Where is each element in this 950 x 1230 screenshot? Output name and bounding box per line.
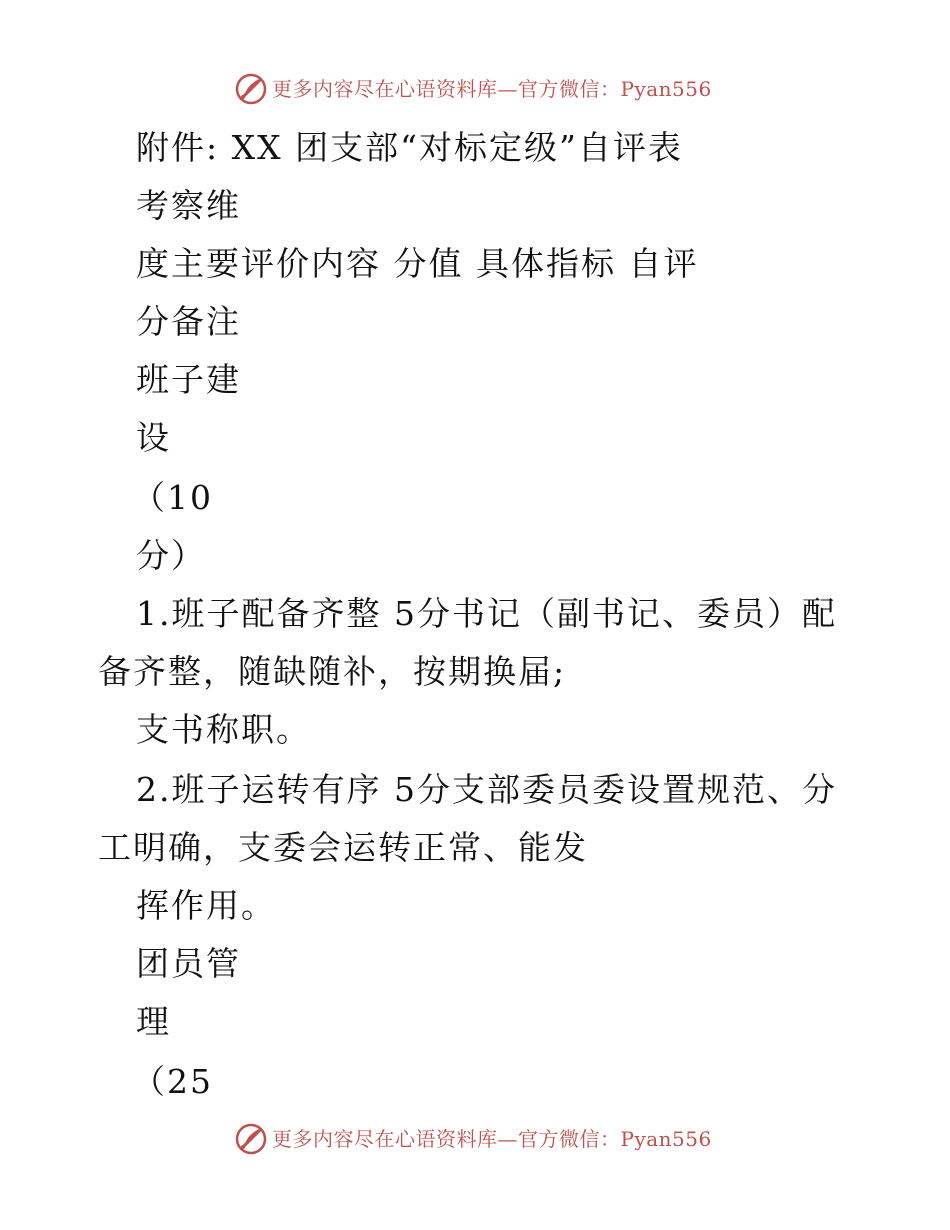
header-banner [0,70,950,110]
text-line: 2.班子运转有序 5分支部委员委设置规范、分 [136,770,837,809]
text-line: 工明确，支委会运转正常、能发 [98,828,588,867]
text-line: 考察维 [136,186,241,225]
banner-text: 更多内容尽在心语资料库—官方微信：Pyan556 [272,77,712,101]
text-line: 挥作用。 [136,886,276,925]
text-line: 分） [136,536,206,575]
text-line: 分备注 [136,302,241,341]
text-line: （10 [132,478,213,517]
doc-title: 附件: XX 团支部“对标定级”自评表 [136,128,683,167]
text-line: 团员管 [136,944,241,983]
text-line: （25 [132,1062,213,1101]
text-line: 理 [136,1002,171,1041]
quill-logo-icon [234,1122,268,1156]
text-line: 设 [136,418,171,457]
footer-banner [0,1120,950,1160]
text-line: 班子建 [136,360,241,399]
quill-logo-icon [234,72,268,106]
text-line: 备齐整，随缺随补，按期换届; [98,652,567,691]
text-line: 度主要评价内容 分值 具体指标 自评 [136,244,699,283]
text-line: 支书称职。 [136,710,311,749]
banner-text: 更多内容尽在心语资料库—官方微信：Pyan556 [272,1127,712,1151]
text-line: 1.班子配备齐整 5分书记（副书记、委员）配 [136,594,837,633]
